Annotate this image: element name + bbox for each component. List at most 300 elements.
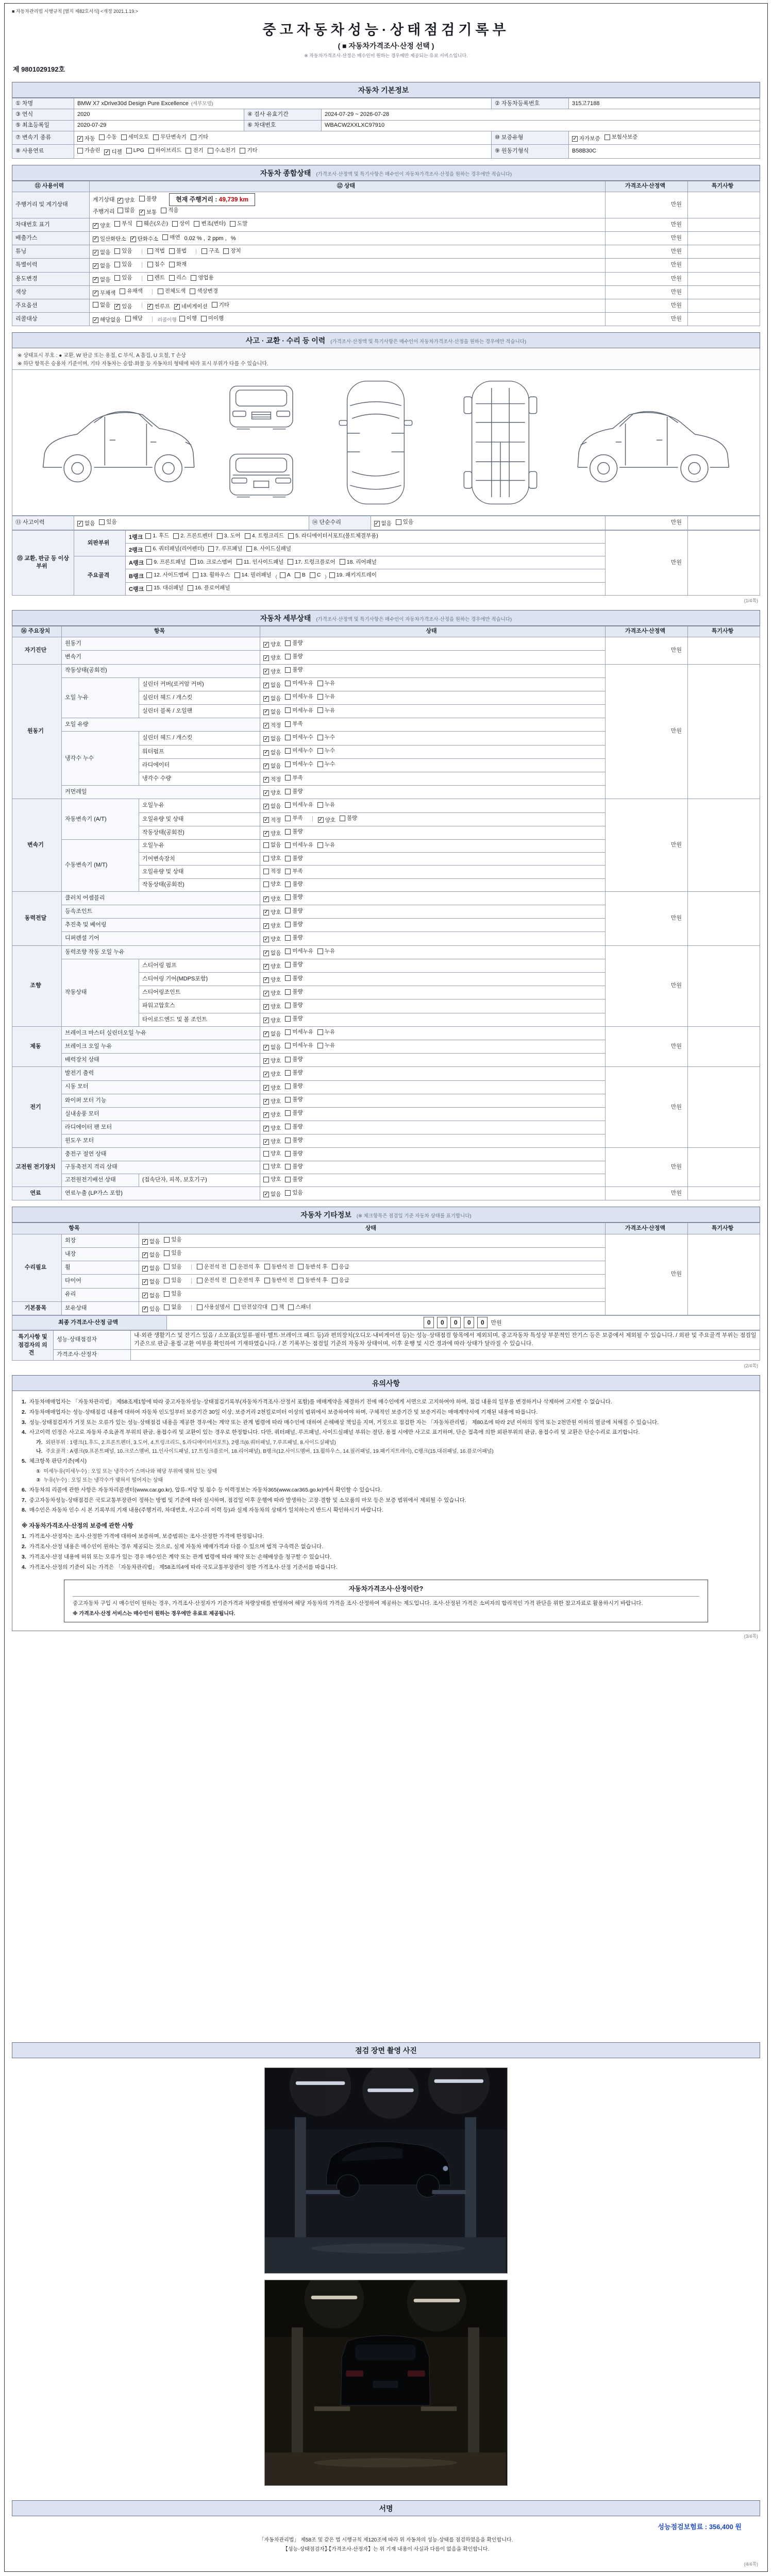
checkbox[interactable] [317,734,335,741]
checkbox-label: 8. 사이드실패널 [254,546,291,552]
checkbox[interactable] [142,1292,160,1300]
checkbox[interactable] [285,868,303,875]
inspector-opinion [12,1330,760,1361]
checkbox[interactable] [164,1263,181,1271]
checkbox[interactable] [93,290,115,297]
checkbox[interactable] [263,722,281,730]
checkbox[interactable] [117,207,135,214]
checkbox[interactable] [285,1069,303,1077]
checkbox[interactable] [137,220,169,228]
checkbox-label: 불량 [292,975,303,981]
checkbox[interactable] [93,276,110,284]
checkbox[interactable] [230,1263,260,1271]
cell [62,1288,139,1301]
checkbox-box [263,1177,269,1182]
checkbox[interactable] [317,801,335,809]
checkbox[interactable] [93,235,126,243]
checkbox[interactable] [147,261,165,268]
checkbox[interactable] [217,532,241,540]
checkbox[interactable] [240,147,257,155]
checkbox[interactable] [332,1263,349,1271]
notice-item [22,1398,750,1406]
cell [62,1054,260,1067]
checkbox[interactable] [285,747,313,755]
checkbox[interactable] [190,558,232,566]
checkbox[interactable] [285,639,303,647]
table-row [12,272,760,285]
text: 내·외관 생활기스 및 잔기스 있음 / 소모품(오일류·필터·벨트·브레이크 패드 등)과 편의장치(오디오·내비게이션 등)는 성능·상태점검 항목에서 제외되며, 중고자동차 특성상 부분적인 잔기스 등은 보증에서 제외될 수 있습니다. / 외판 및 주요골격 부위는 점검일 기준으로 판금·용접·교환 여부를 확인하여 기재하였습니다. / 본 기록부는 점검일 기준의 자동차 상태이며, 이후 운행 및 시간 경과에 따라 상태가 달라질 수 있습니다. [134,1332,757,1347]
checkbox-box: ✓ [264,817,268,823]
checkbox[interactable] [298,1277,328,1284]
cell [12,285,90,299]
cell [12,232,90,245]
checkbox[interactable] [114,247,132,255]
checkbox[interactable] [263,1176,281,1183]
checkbox[interactable] [285,934,303,942]
checkbox[interactable] [604,133,638,141]
checkbox[interactable] [193,571,230,579]
checkbox-box [285,908,291,913]
checkbox[interactable] [234,571,272,579]
etc-info-table [12,1223,760,1315]
cell [12,1330,54,1360]
checkbox[interactable] [263,1017,281,1025]
checkbox[interactable] [208,545,242,553]
checkbox[interactable] [77,147,100,155]
checkbox[interactable] [285,707,313,715]
checkbox[interactable] [285,1163,303,1171]
checkbox[interactable] [230,220,247,228]
checkbox[interactable] [263,695,281,703]
checkbox-label: 누유 [324,707,335,714]
checkbox-box: ✓ [93,236,98,242]
checkbox[interactable] [263,1057,281,1065]
checkbox[interactable] [145,545,204,553]
cell [62,664,260,677]
checkbox[interactable] [263,1071,281,1078]
checkbox[interactable] [191,274,213,282]
checkbox[interactable] [263,909,281,917]
checkbox[interactable] [246,545,291,553]
checkbox[interactable] [285,680,313,687]
cell [12,218,90,231]
checkbox[interactable] [263,789,281,797]
checkbox[interactable] [188,584,230,592]
checkbox[interactable] [169,274,187,282]
checkbox[interactable] [169,261,187,268]
cell [688,259,760,272]
checkbox[interactable] [263,762,281,770]
checkbox-label: 1. 후드 [153,533,170,539]
checkbox-box: ✓ [264,682,268,688]
text: BMW X7 xDrive30d Design Pure Excellence [77,100,189,107]
checkbox[interactable] [130,235,159,243]
checkbox[interactable] [285,921,303,928]
checkbox[interactable] [285,1176,303,1183]
checkbox[interactable] [142,1251,160,1259]
checkbox-label: 수소전기 [214,147,236,154]
checkbox[interactable] [285,1042,313,1049]
checkbox[interactable] [114,261,132,268]
checkbox[interactable] [285,975,303,982]
checkbox-box: ✓ [131,236,136,242]
checkbox[interactable] [310,571,321,579]
checkbox[interactable] [201,315,224,323]
checkbox[interactable] [142,1265,160,1273]
cell [688,664,760,799]
checkbox[interactable] [139,195,157,203]
checkbox[interactable] [114,274,132,282]
checkbox[interactable] [285,1015,303,1023]
checkbox[interactable] [263,895,281,903]
checkbox[interactable] [285,815,303,822]
checkbox-box [158,289,163,294]
checkbox[interactable] [285,961,303,969]
checkbox[interactable] [263,880,281,888]
text: 윈도우 모터 [65,1138,94,1144]
checkbox[interactable] [197,1277,227,1284]
checkbox[interactable] [139,209,157,216]
checkbox[interactable] [142,1278,160,1286]
text: ⑩ 보증유형 [495,134,524,141]
notice-item [22,1506,750,1515]
checkbox[interactable] [572,135,600,143]
checkbox[interactable] [121,133,149,141]
checkbox[interactable] [285,947,313,955]
checkbox-box [272,1304,277,1310]
checkbox[interactable] [174,303,208,311]
checkbox[interactable] [396,518,413,526]
checkbox[interactable] [77,520,95,528]
checkbox[interactable] [169,247,187,255]
checkbox[interactable] [317,841,335,849]
checkbox[interactable] [285,880,303,888]
checkbox[interactable] [93,301,110,309]
checkbox[interactable] [147,303,170,311]
checkbox[interactable] [317,760,335,768]
checkbox[interactable] [263,1191,281,1198]
cell [90,272,606,285]
text: 타이어 [65,1278,81,1284]
checkbox-box: ✓ [264,950,268,956]
cell [74,516,309,530]
checkbox-box [263,1151,269,1157]
checkbox[interactable] [263,1163,281,1171]
checkbox[interactable] [263,735,281,743]
text: 리콜대상 [15,316,38,323]
checkbox[interactable] [263,682,281,689]
checkbox[interactable] [285,653,303,660]
checkbox[interactable] [285,693,313,701]
table-row [12,299,760,313]
checkbox-label: 양호 [271,1150,281,1157]
checkbox[interactable] [263,963,281,971]
checkbox[interactable] [317,693,335,701]
checkbox[interactable] [212,301,229,309]
notice-item [22,1486,750,1495]
checkbox-label: 이행 [186,315,197,321]
checkbox[interactable] [125,315,143,323]
checkbox[interactable] [263,668,281,676]
checkbox[interactable] [285,828,303,836]
cell [139,705,260,718]
checkbox[interactable] [146,558,186,566]
checkbox[interactable] [223,247,241,255]
checkbox-box [263,1164,269,1170]
checkbox[interactable] [263,990,281,997]
checkbox-label: 적정 [271,776,281,783]
checkbox[interactable] [318,817,335,824]
checkbox[interactable] [285,734,313,741]
cell [131,1330,760,1349]
text: B58B30C [572,148,597,155]
checkbox[interactable] [317,947,335,955]
checkbox[interactable] [295,571,306,579]
checkbox-label: 많음 [124,207,135,214]
checkbox[interactable] [263,1044,281,1052]
checkbox[interactable] [263,855,281,862]
checkbox[interactable] [263,1125,281,1132]
checkbox[interactable] [179,315,197,323]
checkbox[interactable] [173,532,212,540]
car-side-left-diagram [31,376,201,510]
checkbox[interactable] [191,133,208,141]
checkbox[interactable] [285,1096,303,1104]
checkbox[interactable] [114,220,132,228]
checkbox[interactable] [285,988,303,996]
table-row [12,218,760,231]
cell [12,664,62,799]
checkbox[interactable] [172,220,190,228]
checkbox-label: 17. 트렁크플로어 [295,558,335,565]
checkbox[interactable] [263,803,281,810]
checkbox[interactable] [285,907,303,915]
checkbox[interactable] [245,532,284,540]
header-cell [606,1223,688,1234]
checkbox[interactable] [264,1277,294,1284]
checkbox-box [285,694,291,700]
checkbox[interactable] [263,708,281,716]
checkbox[interactable] [288,1303,311,1311]
checkbox[interactable] [285,760,313,768]
checkbox[interactable] [264,1263,294,1271]
checkbox[interactable] [317,680,335,687]
cell [309,516,371,530]
checkbox-box: ✓ [93,317,98,323]
checkbox[interactable] [162,234,180,242]
checkbox[interactable] [263,1084,281,1092]
cell [260,732,606,745]
checkbox[interactable] [285,855,303,862]
text: ⑨ 원동기형식 [495,148,529,155]
checkbox[interactable] [285,774,303,782]
checkbox[interactable] [340,815,357,822]
checkbox[interactable] [146,571,189,579]
checkbox[interactable] [158,287,186,295]
cell [167,1315,760,1330]
checkbox[interactable] [285,1056,303,1063]
checkbox[interactable] [99,518,116,526]
checkbox[interactable] [298,1263,328,1271]
checkbox[interactable] [263,749,281,757]
checkbox[interactable] [164,1277,181,1284]
checkbox[interactable] [194,220,226,228]
checkbox-label: 없음 [171,1304,182,1311]
checkbox[interactable] [263,936,281,943]
checkbox-label: 양호 [271,1139,281,1145]
checkbox-label: 양호 [271,895,281,902]
checkbox[interactable] [374,520,392,528]
checkbox[interactable] [263,817,281,824]
cell [688,637,760,664]
checkbox[interactable] [263,1030,281,1038]
checkbox[interactable] [142,1238,160,1246]
checkbox[interactable] [285,788,303,795]
checkbox[interactable] [146,584,183,592]
checkbox-label: 화재 [176,261,187,267]
checkbox[interactable] [280,571,291,579]
checkbox[interactable] [161,207,178,214]
checkbox[interactable] [104,148,122,156]
checkbox[interactable] [288,558,335,566]
checkbox[interactable] [237,558,284,566]
checkbox[interactable] [164,1290,181,1298]
checkbox-box [146,559,152,565]
checkbox[interactable] [93,222,110,230]
checkbox[interactable] [208,147,236,155]
checkbox[interactable] [263,950,281,957]
checkbox[interactable] [230,1277,260,1284]
checkbox-box [285,962,291,968]
section-title: 자동차 기타정보 [300,1211,351,1219]
checkbox[interactable] [285,1082,303,1090]
checkbox[interactable] [285,841,313,849]
checkbox[interactable] [340,558,377,566]
checkbox[interactable] [145,532,169,540]
checkbox[interactable] [186,147,203,155]
checkbox[interactable] [263,976,281,984]
checkbox[interactable] [285,1028,313,1036]
checkbox[interactable] [285,1002,303,1009]
checkbox-label: 불량 [292,894,303,901]
checkbox[interactable] [285,1189,303,1197]
checkbox[interactable] [197,1303,230,1311]
checkbox-box [285,1190,291,1196]
checkbox[interactable] [285,1137,303,1144]
checkbox[interactable] [329,571,377,579]
checkbox[interactable] [99,133,116,141]
checkbox-label: 디젤 [111,149,122,156]
checkbox[interactable] [147,247,165,255]
checkbox[interactable] [288,532,378,540]
checkbox[interactable] [317,747,335,755]
checkbox-label: 있음 [171,1291,182,1297]
checkbox[interactable] [93,249,110,257]
checkbox[interactable] [164,1249,181,1257]
checkbox[interactable] [190,287,218,295]
text: 보유상태 [65,1304,87,1311]
checkbox[interactable] [272,1303,284,1311]
checkbox[interactable] [263,841,281,849]
checkbox[interactable] [126,147,144,155]
document-page [4,3,768,2572]
checkbox[interactable] [263,641,281,649]
checkbox[interactable] [285,801,313,809]
checkbox[interactable] [153,133,187,141]
checkbox[interactable] [285,1123,303,1131]
checkbox[interactable] [263,868,281,875]
checkbox[interactable] [263,922,281,930]
table-row [12,192,760,218]
cell [260,986,606,999]
checkbox-box [285,1043,291,1048]
checkbox[interactable] [263,654,281,662]
checkbox[interactable] [285,666,303,674]
checkbox[interactable] [263,830,281,838]
checkbox[interactable] [263,1150,281,1158]
checkbox[interactable] [263,1098,281,1106]
text: 상태 [426,628,437,635]
checkbox[interactable] [332,1277,349,1284]
cell [688,1234,760,1315]
checkbox[interactable] [120,287,142,295]
final-price [12,1315,760,1330]
cell [139,959,260,972]
checkbox[interactable] [263,1111,281,1119]
checkbox[interactable] [285,1109,303,1117]
checkbox[interactable] [164,1303,181,1311]
notice-sub-number: ② [36,1477,41,1483]
checkbox[interactable] [147,274,165,282]
table-row [12,891,760,905]
notice-subitem [36,1439,750,1447]
checkbox[interactable] [285,893,303,901]
checkbox-box [240,148,245,154]
checkbox-label: 부족 [292,868,303,874]
checkbox-label: 유채색 [127,288,143,295]
checkbox[interactable] [114,303,132,311]
checkbox[interactable] [317,1042,335,1049]
checkbox-box [285,707,291,713]
cell [139,812,260,826]
checkbox-box [317,735,323,740]
checkbox[interactable] [164,1236,181,1244]
checkbox[interactable] [201,247,219,255]
checkbox[interactable] [77,135,95,143]
checkbox-label: 양호 [271,936,281,943]
notice-number: 2. [22,1409,26,1415]
checkbox[interactable] [148,147,182,155]
checkbox-label: 11. 인사이드패널 [243,558,284,565]
checkbox[interactable] [117,197,135,205]
checkbox[interactable] [317,707,335,715]
checkbox-label: 있음 [171,1236,182,1243]
checkbox[interactable] [285,720,303,728]
checkbox[interactable] [285,1150,303,1158]
checkbox-label: 양호 [271,668,281,675]
checkbox[interactable] [93,262,110,270]
checkbox[interactable] [263,1138,281,1146]
checkbox[interactable] [317,1028,335,1036]
checkbox[interactable] [263,1003,281,1011]
checkbox[interactable] [234,1303,267,1311]
checkbox[interactable] [93,316,121,324]
checkbox[interactable] [142,1306,160,1313]
checkbox-label: 양호 [271,1004,281,1010]
checkbox[interactable] [197,1263,227,1271]
checkbox[interactable] [263,776,281,784]
text: 기본품목 [24,1304,47,1311]
